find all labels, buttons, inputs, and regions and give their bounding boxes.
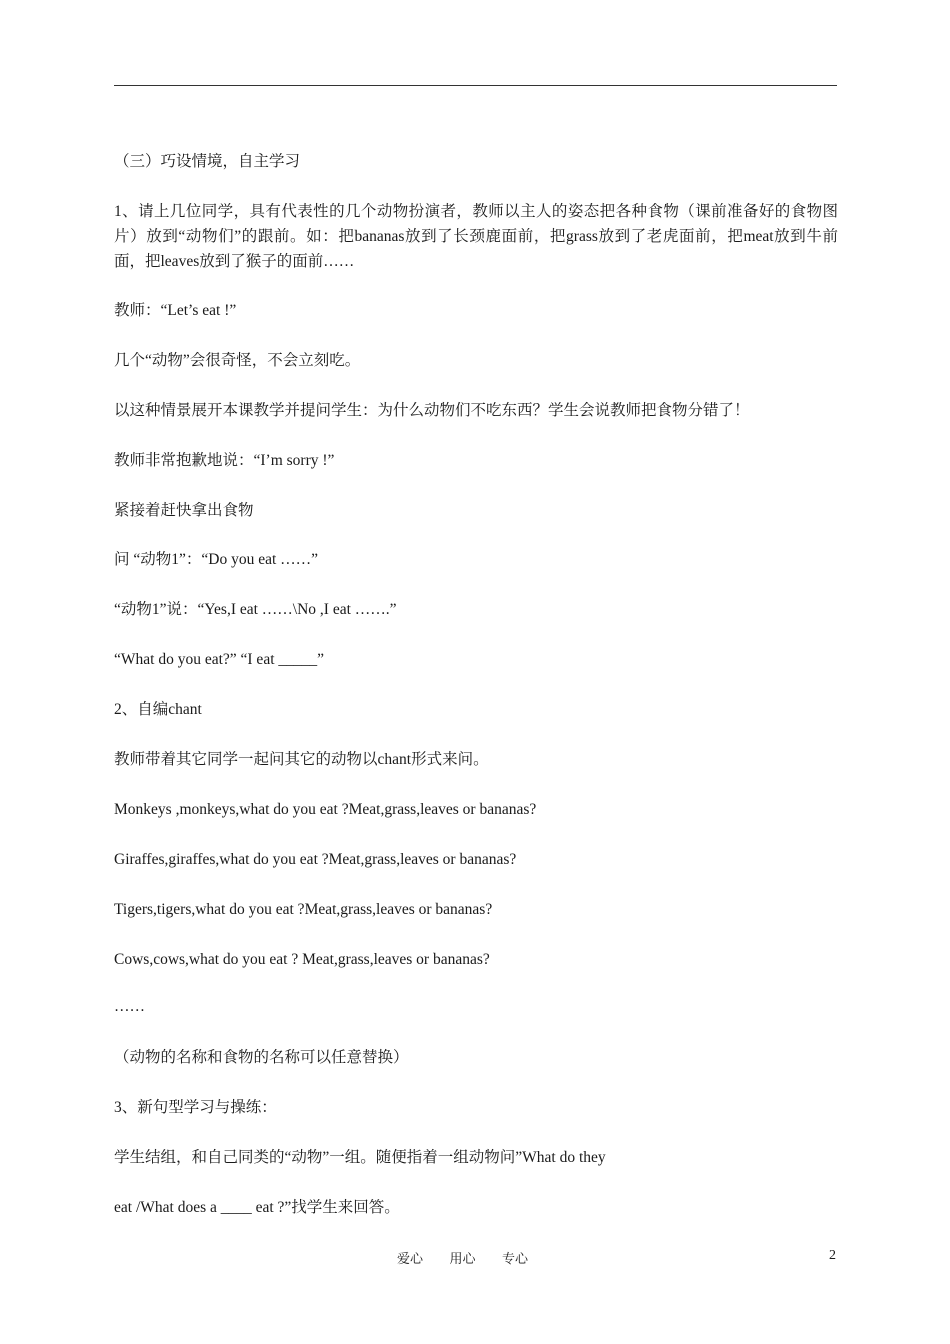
what-do-you-eat-line: “What do you eat?” “I eat _____” (114, 651, 325, 668)
take-out-food-line: 紧接着赶快拿出食物 (114, 502, 254, 519)
ellipsis-line: …… (114, 998, 145, 1015)
new-pattern-heading: 3、新句型学习与操练： (114, 1099, 277, 1116)
chant-instruction: 教师带着其它同学一起问其它的动物以chant形式来问。 (114, 751, 489, 768)
chant-line-tigers: Tigers,tigers,what do you eat ?Meat,grass,leaves or bananas? (114, 901, 493, 918)
question-students-line: 以这种情景展开本课教学并提问学生：为什么动物们不吃东西？学生会说教师把食物分错了！ (114, 402, 750, 419)
footer-motto: 爱心 用心 专心 (396, 1251, 528, 1266)
header-rule (114, 85, 837, 86)
animals-confused-line: 几个“动物”会很奇怪，不会立刻吃。 (114, 352, 361, 369)
animal-answer-line: “动物1”说：“Yes,I eat ……\No ,I eat …….” (114, 601, 397, 618)
chant-line-monkeys: Monkeys ,monkeys,what do you eat ?Meat,grass,leaves or bananas? (114, 801, 537, 818)
replace-note: （动物的名称和食物的名称可以任意替换） (114, 1049, 409, 1066)
chant-line-giraffes: Giraffes,giraffes,what do you eat ?Meat,grass,leaves or bananas? (114, 851, 517, 868)
teacher-line-lets-eat: 教师：“Let’s eat !” (114, 302, 237, 319)
teacher-sorry-line: 教师非常抱歉地说：“I’m sorry !” (114, 452, 335, 469)
ask-animal-line: 问 “动物1”：“Do you eat ……” (114, 551, 319, 568)
group-instruction-line: 学生结组，和自己同类的“动物”一组。随便指着一组动物问”What do they (114, 1149, 606, 1166)
page-number: 2 (829, 1248, 836, 1263)
chant-line-cows: Cows,cows,what do you eat ? Meat,grass,leaves or bananas? (114, 951, 490, 968)
group-question-line: eat /What does a ____ eat ?”找学生来回答。 (114, 1199, 400, 1216)
paragraph-step-1: 1、请上几位同学，具有代表性的几个动物扮演者，教师以主人的姿态把各种食物（课前准备好的食物图片）放到“动物们”的跟前。如：把bananas放到了长颈鹿面前，把grass放到了老虎面前，把meat放到牛前面，把leaves放到了猴子的面前…… (114, 203, 838, 270)
section-heading: （三）巧设情境，自主学习 (114, 153, 301, 170)
chant-heading: 2、自编chant (114, 701, 202, 718)
